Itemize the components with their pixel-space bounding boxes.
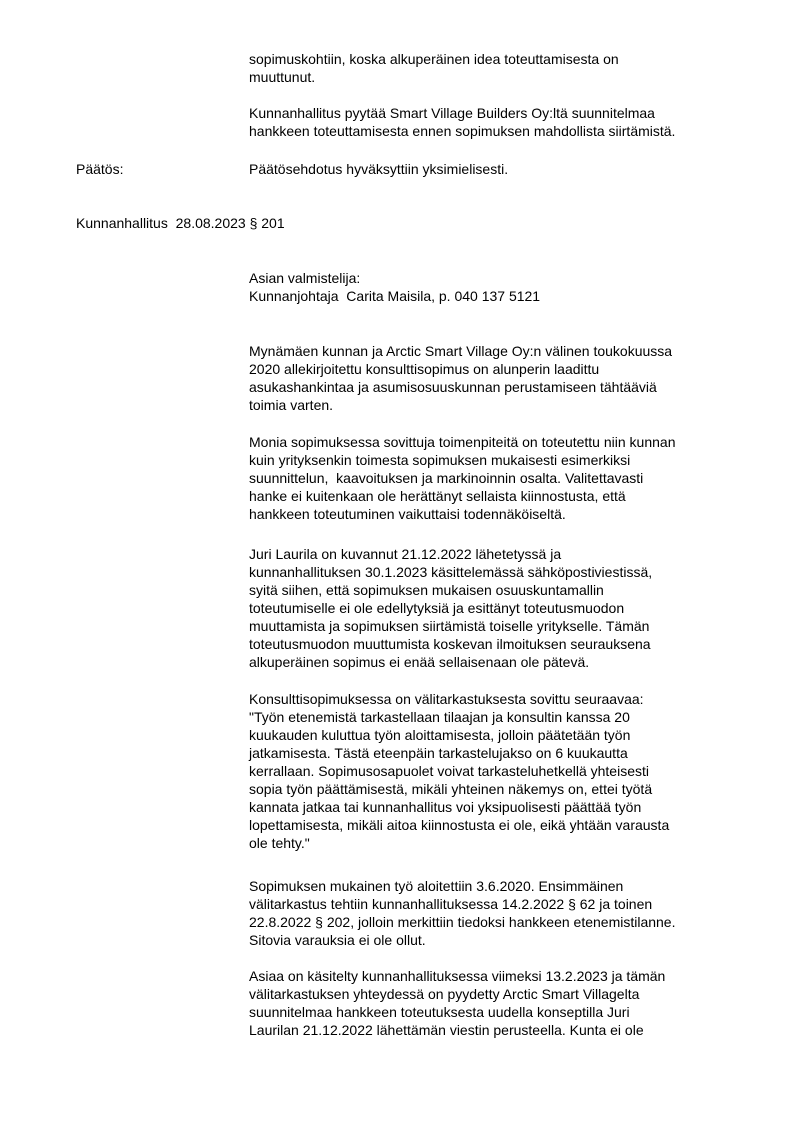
text-line: Konsulttisopimuksessa on välitarkastuksesta sovittu seuraavaa: (249, 691, 644, 707)
preparer-label: Asian valmistelija: (249, 270, 361, 286)
meeting-heading: Kunnanhallitus 28.08.2023 § 201 (76, 215, 285, 231)
text-line: toteutusmuodon muuttumista koskevan ilmoituksen seurauksena (249, 636, 651, 652)
text-line: Juri Laurila on kuvannut 21.12.2022 lähetetyssä ja (249, 546, 562, 562)
paragraph-6 (249, 967, 769, 1039)
text-line: välitarkastus tehtiin kunnanhallituksessa 14.2.2022 § 62 ja toinen (249, 896, 653, 912)
text-line: sopia työn päättämisestä, mikäli yhteinen näkemys on, ettei työtä (249, 781, 653, 797)
text-line: hanke ei kuitenkaan ole herättänyt sellaista kiinnostusta, että (249, 488, 626, 504)
text-line: kunnanhallituksen 30.1.2023 käsittelemässä sähköpostiviestissä, (249, 564, 653, 580)
text-line: Asiaa on käsitelty kunnanhallituksessa viimeksi 13.2.2023 ja tämän (249, 968, 666, 984)
paragraph-request (249, 104, 769, 140)
paragraph-intro-end (249, 50, 769, 86)
text-line: Monia sopimuksessa sovittuja toimenpiteitä on toteutettu niin kunnan (249, 434, 676, 450)
paragraph-5 (249, 877, 769, 949)
text-line: suunnittelun, kaavoituksen ja markinoinnin osalta. Valitettavasti (249, 470, 644, 486)
preparer-block (249, 269, 769, 305)
text-line: hankkeen toteutuminen vaikuttaisi todennäköiseltä. (249, 506, 566, 522)
paragraph-4 (249, 690, 769, 852)
text-line: hankkeen toteuttamisesta ennen sopimuksen mahdollista siirtämistä. (249, 123, 676, 139)
text-line: 22.8.2022 § 202, jolloin merkittiin tiedoksi hankkeen etenemistilanne. (249, 914, 676, 930)
text-line: toimia varten. (249, 397, 334, 413)
text-line: toteutumiselle ei ole edellytyksiä ja esittänyt toteutusmuodon (249, 600, 625, 616)
text-line: ole tehty." (249, 835, 310, 851)
text-line: suunnitelmaa hankkeen toteutuksesta uudella konseptilla Juri (249, 1004, 630, 1020)
text-line: sopimuskohtiin, koska alkuperäinen idea toteuttamisesta on (249, 51, 619, 67)
text-line: muuttamista ja sopimuksen siirtämistä toiselle yritykselle. Tämän (249, 618, 650, 634)
text-line: alkuperäinen sopimus ei enää sellaisenaan ole pätevä. (249, 654, 590, 670)
text-line: syitä siihen, että sopimuksen mukaisen osuuskuntamallin (249, 582, 604, 598)
decision-label: Päätös: (76, 161, 124, 177)
text-line: Sopimuksen mukainen työ aloitettiin 3.6.2020. Ensimmäinen (249, 878, 624, 894)
text-line: kannata jatkaa tai kunnanhallitus voi yksipuolisesti päättää työn (249, 799, 642, 815)
text-line: kuin yrityksenkin toimesta sopimuksen mukaisesti esimerkiksi (249, 452, 631, 468)
text-line: asukashankintaa ja asumisosuuskunnan perustamiseen tähtääviä (249, 379, 657, 395)
text-line: muuttunut. (249, 69, 316, 85)
text-line: kuukauden kuluttua työn aloittamisesta, jolloin päätetään työn (249, 727, 631, 743)
preparer-contact: Kunnanjohtaja Carita Maisila, p. 040 137 5121 (249, 288, 541, 304)
text-line: Sitovia varauksia ei ole ollut. (249, 932, 426, 948)
text-line: kerrallaan. Sopimusosapuolet voivat tarkasteluhetkellä yhteisesti (249, 763, 649, 779)
paragraph-2 (249, 433, 769, 523)
decision-text: Päätösehdotus hyväksyttiin yksimielisesti. (249, 161, 509, 177)
text-line: Kunnanhallitus pyytää Smart Village Builders Oy:ltä suunnitelmaa (249, 105, 655, 121)
paragraph-1 (249, 342, 769, 414)
text-line: jatkamisesta. Tästä eteenpäin tarkastelujakso on 6 kuukautta (249, 745, 628, 761)
text-line: välitarkastuksen yhteydessä on pyydetty Arctic Smart Villagelta (249, 986, 640, 1002)
text-line: Laurilan 21.12.2022 lähettämän viestin perusteella. Kunta ei ole (249, 1022, 644, 1038)
text-line: 2020 allekirjoitettu konsulttisopimus on alunperin laadittu (249, 361, 600, 377)
text-line: Mynämäen kunnan ja Arctic Smart Village Oy:n välinen toukokuussa (249, 343, 673, 359)
text-line: "Työn etenemistä tarkastellaan tilaajan ja konsultin kanssa 20 (249, 709, 630, 725)
text-line: lopettamisesta, mikäli aitoa kiinnostusta ei ole, eikä yhtään varausta (249, 817, 670, 833)
paragraph-3 (249, 545, 769, 671)
